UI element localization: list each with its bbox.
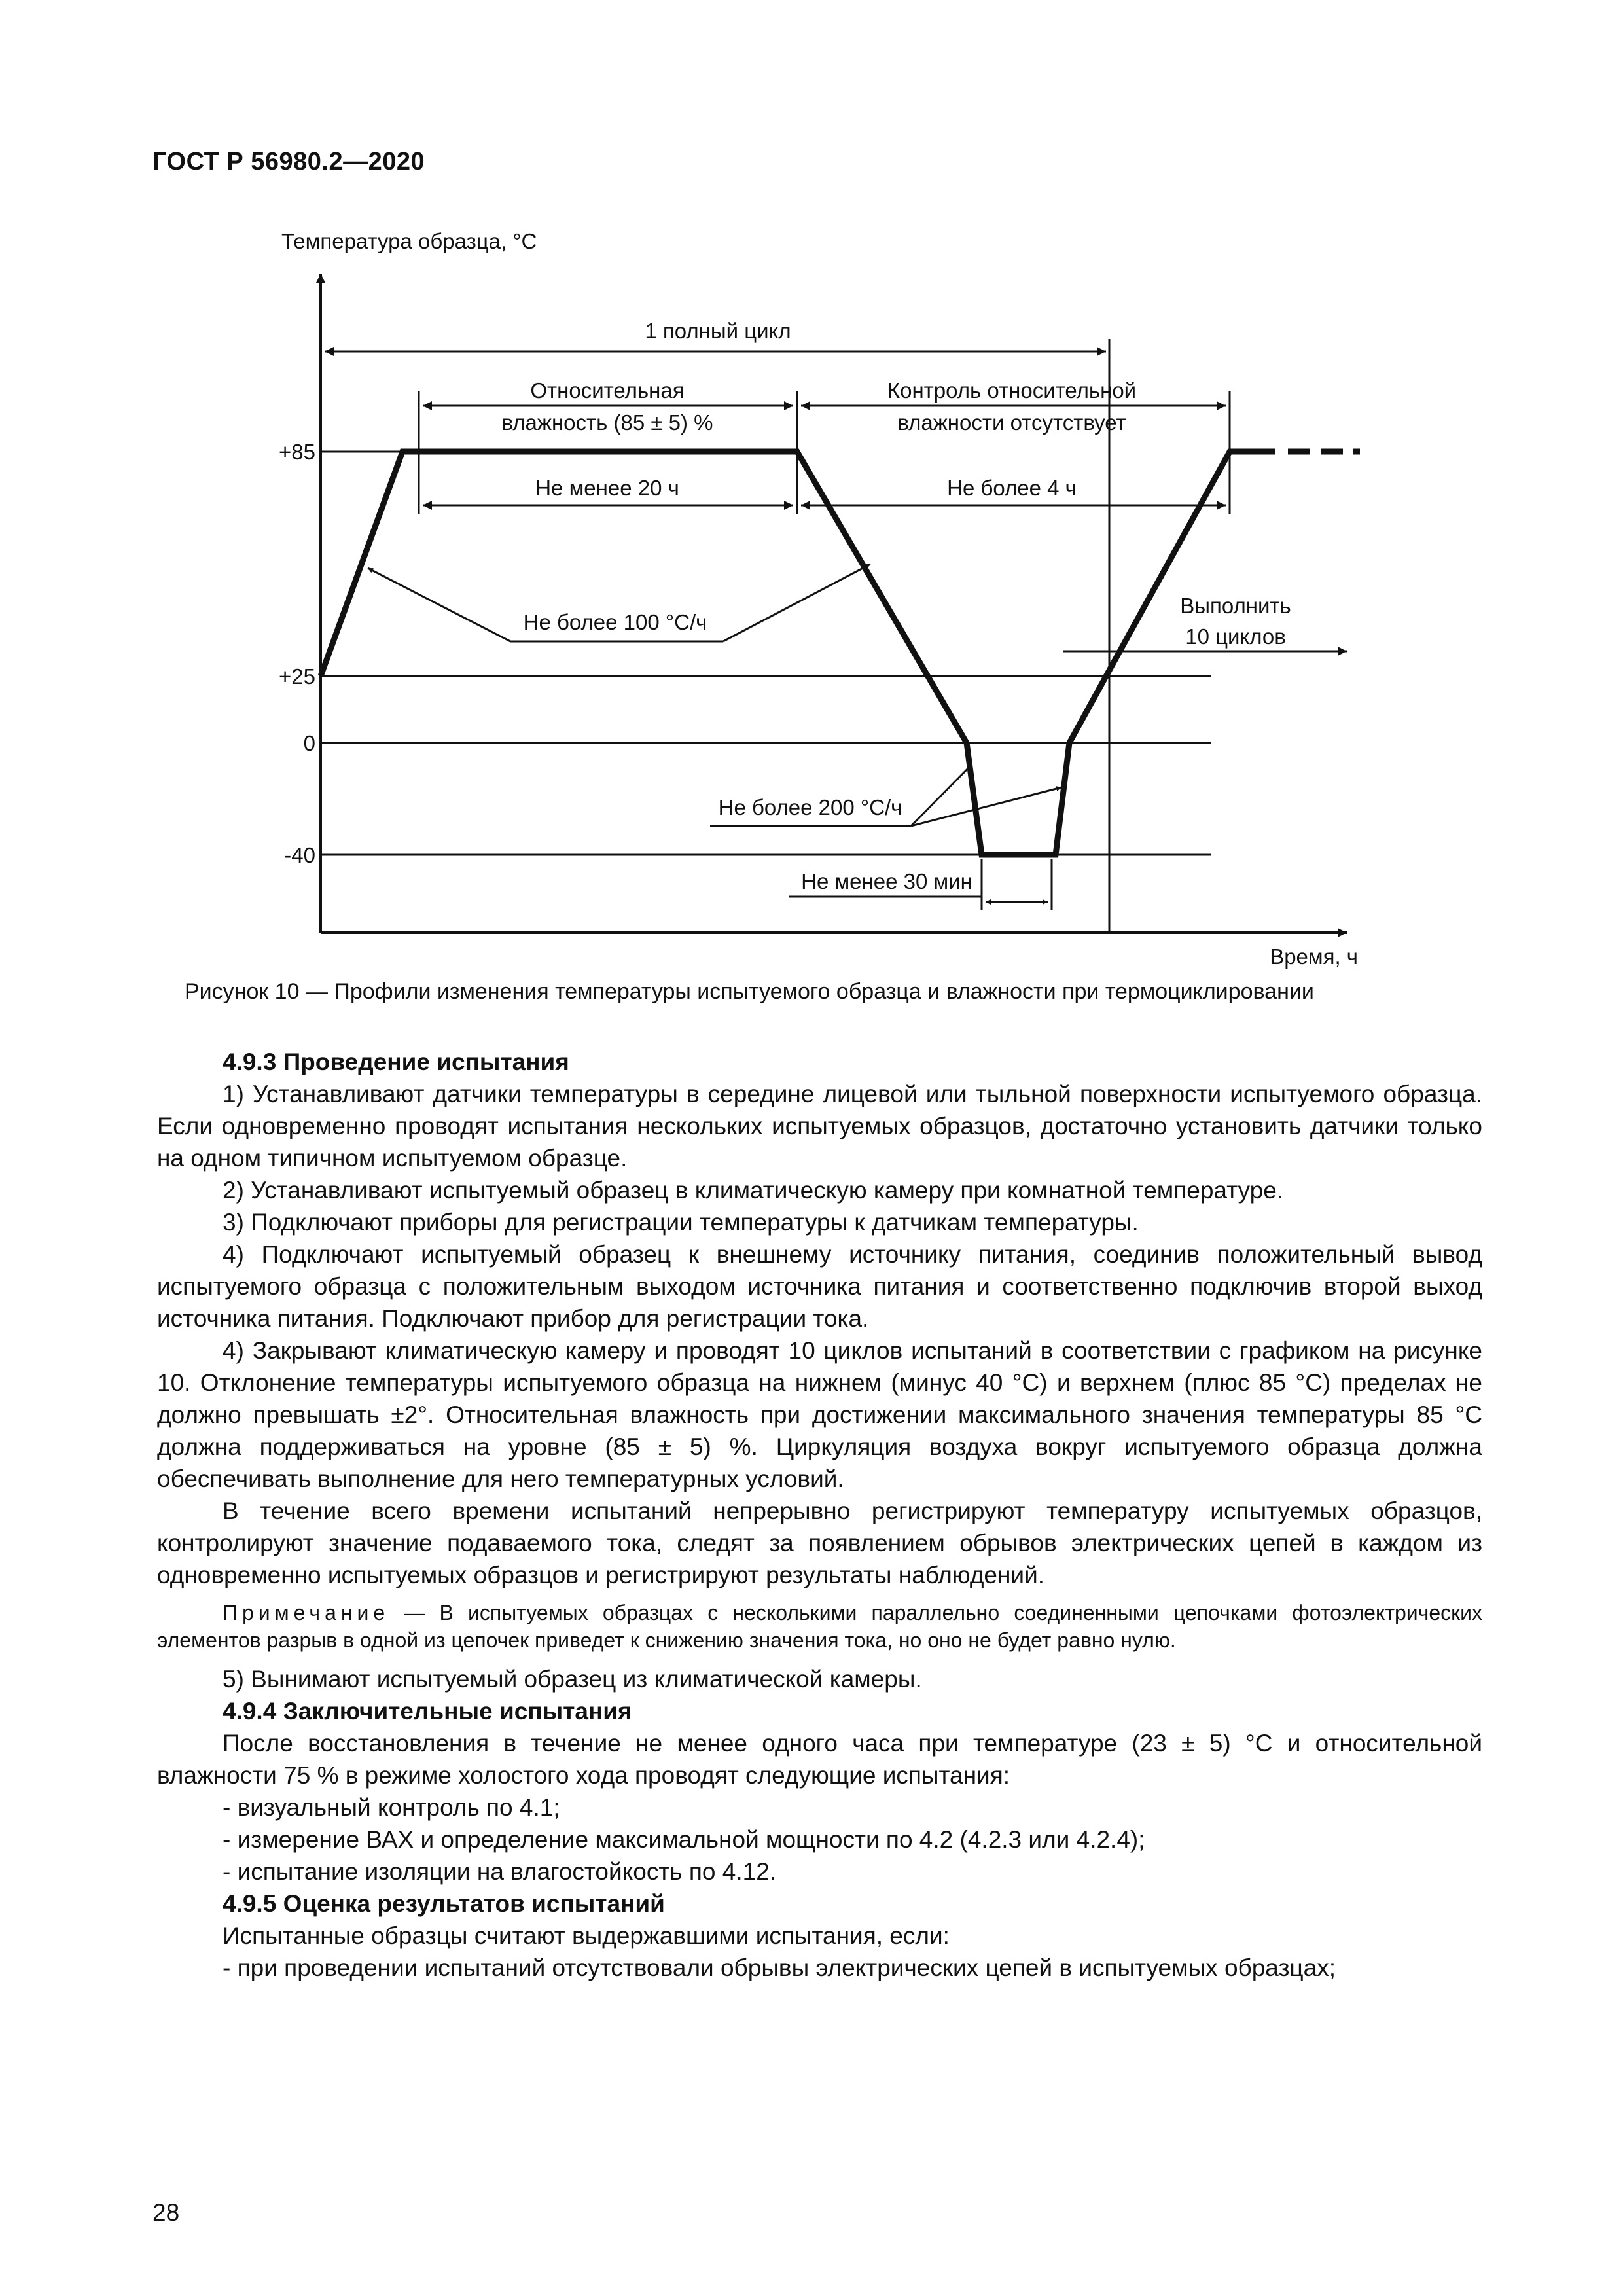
min-30min-label: Не менее 30 мин <box>801 869 972 893</box>
x-axis-label: Время, ч <box>1270 944 1358 969</box>
page-number: 28 <box>152 2199 180 2226</box>
list-item: - визуальный контроль по 4.1; <box>223 1794 560 1821</box>
rh-label-line2: влажность (85 ± 5) % <box>501 410 713 435</box>
repeat-label-line2: 10 циклов <box>1185 624 1286 649</box>
paragraph: После восстановления в течение не менее одного часа при температуре (23 ± 5) °С и относительной влажности 75 % в режиме холостого хода проводят следующие испытания: <box>157 1730 1482 1789</box>
no-rh-label-line2: влажности отсутствует <box>897 410 1126 435</box>
rate-100-label: Не более 100 °С/ч <box>523 610 707 634</box>
rh-label-line1: Относительная <box>530 378 685 403</box>
tick-plus25: +25 <box>279 664 315 689</box>
tick-minus40: -40 <box>284 843 315 867</box>
list-item: - испытание изоляции на влагостойкость по 4.12. <box>223 1858 777 1885</box>
repeat-label-line1: Выполнить <box>1180 594 1291 618</box>
rate-100-leader-left <box>368 568 510 641</box>
note <box>157 1599 1482 1654</box>
tick-plus85: +85 <box>279 440 315 464</box>
paragraph: Испытанные образцы считают выдержавшими испытания, если: <box>223 1922 950 1949</box>
paragraph: 4) Закрывают климатическую камеру и проводят 10 циклов испытаний в соответствии с графиком на рисунке 10. Отклонение температуры испытуемого образца на нижнем (минус 40 °С) и верхнем (плюс 85 °С) пределах не должно превышать ±2°. Относительная влажность при достижении максимального значения температуры 85 °С должна поддерживаться на уровне (85 ± 5) %. Циркуляция воздуха вокруг испытуемого образца должна обеспечивать выполнение для него температурных условий. <box>157 1337 1482 1492</box>
figure-caption: Рисунок 10 — Профили изменения температуры испытуемого образца и влажности при термоциклировании <box>185 979 1314 1004</box>
paragraph: 2) Устанавливают испытуемый образец в климатическую камеру при комнатной температуре. <box>223 1177 1284 1204</box>
paragraph: 5) Вынимают испытуемый образец из климатической камеры. <box>223 1666 922 1693</box>
note-label: Примечание <box>223 1601 390 1624</box>
section-4-9-3-title: 4.9.3 Проведение испытания <box>223 1049 569 1075</box>
paragraph: В течение всего времени испытаний непрерывно регистрируют температуру испытуемых образцов, контролируют значение подаваемого тока, следят за появлением обрывов электрических цепей в каждом из одновременно испытуемых образцов и регистрируют результаты наблюдений. <box>157 1498 1482 1588</box>
full-cycle-label: 1 полный цикл <box>645 319 791 343</box>
list-item: - при проведении испытаний отсутствовали обрывы электрических цепей в испытуемых образцах; <box>223 1954 1336 1981</box>
paragraph: 4) Подключают испытуемый образец к внешнему источнику питания, соединив положительный вывод испытуемого образца с положительным выходом источника питания и соответственно подключив второй выход источника питания. Подключают прибор для регистрации тока. <box>157 1241 1482 1332</box>
section-4-9-5-title: 4.9.5 Оценка результатов испытаний <box>223 1890 665 1917</box>
y-axis-label: Температура образца, °C <box>281 229 537 253</box>
paragraph: 3) Подключают приборы для регистрации температуры к датчикам температуры. <box>223 1209 1139 1236</box>
no-rh-label-line1: Контроль относительной <box>887 378 1137 403</box>
rate-200-leader-left <box>911 764 972 826</box>
list-item: - измерение ВАХ и определение максимальной мощности по 4.2 (4.2.3 или 4.2.4); <box>223 1826 1145 1853</box>
tick-zero: 0 <box>303 731 315 755</box>
document-body <box>157 1046 1482 1984</box>
rate-200-label: Не более 200 °С/ч <box>718 795 902 819</box>
note-text: — В испытуемых образцах с несколькими параллельно соединенными цепочками фотоэлектрических элементов разрыв в одной из цепочек приведет к снижению значения тока, но оно не будет равно нулю. <box>157 1601 1482 1652</box>
paragraph: 1) Устанавливают датчики температуры в середине лицевой или тыльной поверхности испытуемого образца. Если одновременно проводят испытания нескольких испытуемых образцов, достаточно установить датчики только на одном типичном испытуемом образце. <box>157 1081 1482 1172</box>
max-4h-label: Не более 4 ч <box>947 476 1077 500</box>
rate-100-leader-right <box>723 564 870 641</box>
temperature-cycle-figure <box>0 0 1623 969</box>
section-4-9-4-title: 4.9.4 Заключительные испытания <box>223 1698 632 1725</box>
document-header: ГОСТ Р 56980.2—2020 <box>152 148 425 175</box>
min-20h-label: Не менее 20 ч <box>535 476 679 500</box>
rate-200-leader-right <box>911 787 1061 826</box>
